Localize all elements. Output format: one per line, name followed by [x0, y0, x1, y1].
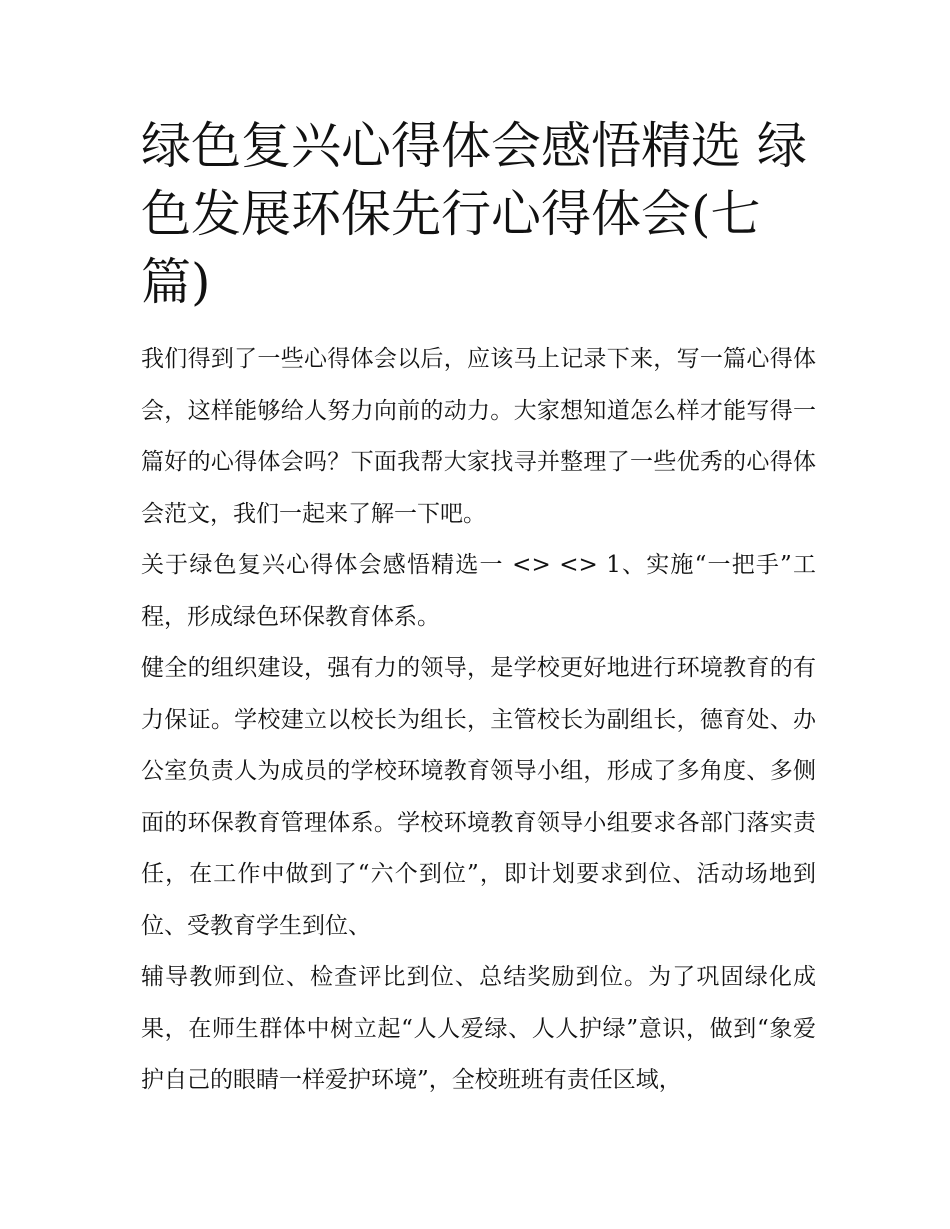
paragraph-organization: 健全的组织建设，强有力的领导，是学校更好地进行环境教育的有力保证。学校建立以校长为组长，主管校长为副组长，德育处、办公室负责人为成员的学校环境教育领导小组，形成了多角度、多侧面的环保教育管理体系。学校环境教育领导小组要求各部门落实责任，在工作中做到了“六个到位”，即计划要求到位、活动场地到位、受教育学生到位、 — [141, 655, 816, 939]
document-content — [141, 112, 816, 1107]
paragraph-greening: 辅导教师到位、检查评比到位、总结奖励到位。为了巩固绿化成果，在师生群体中树立起“人人爱绿、人人护绿”意识，做到“象爱护自己的眼睛一样爱护环境”，全校班班有责任区域， — [141, 964, 816, 1093]
document-body — [141, 334, 816, 1107]
paragraph-intro: 我们得到了一些心得体会以后，应该马上记录下来，写一篇心得体会，这样能够给人努力向前的动力。大家想知道怎么样才能写得一篇好的心得体会吗？下面我帮大家找寻并整理了一些优秀的心得体会范文，我们一起来了解一下吧。 — [141, 346, 816, 527]
paragraph-section-one-heading: 关于绿色复兴心得体会感悟精选一 <> <> 1、实施“一把手”工程，形成绿色环保教育体系。 — [141, 552, 816, 630]
document-title: 绿色复兴心得体会感悟精选 绿色发展环保先行心得体会(七篇) — [141, 117, 807, 311]
